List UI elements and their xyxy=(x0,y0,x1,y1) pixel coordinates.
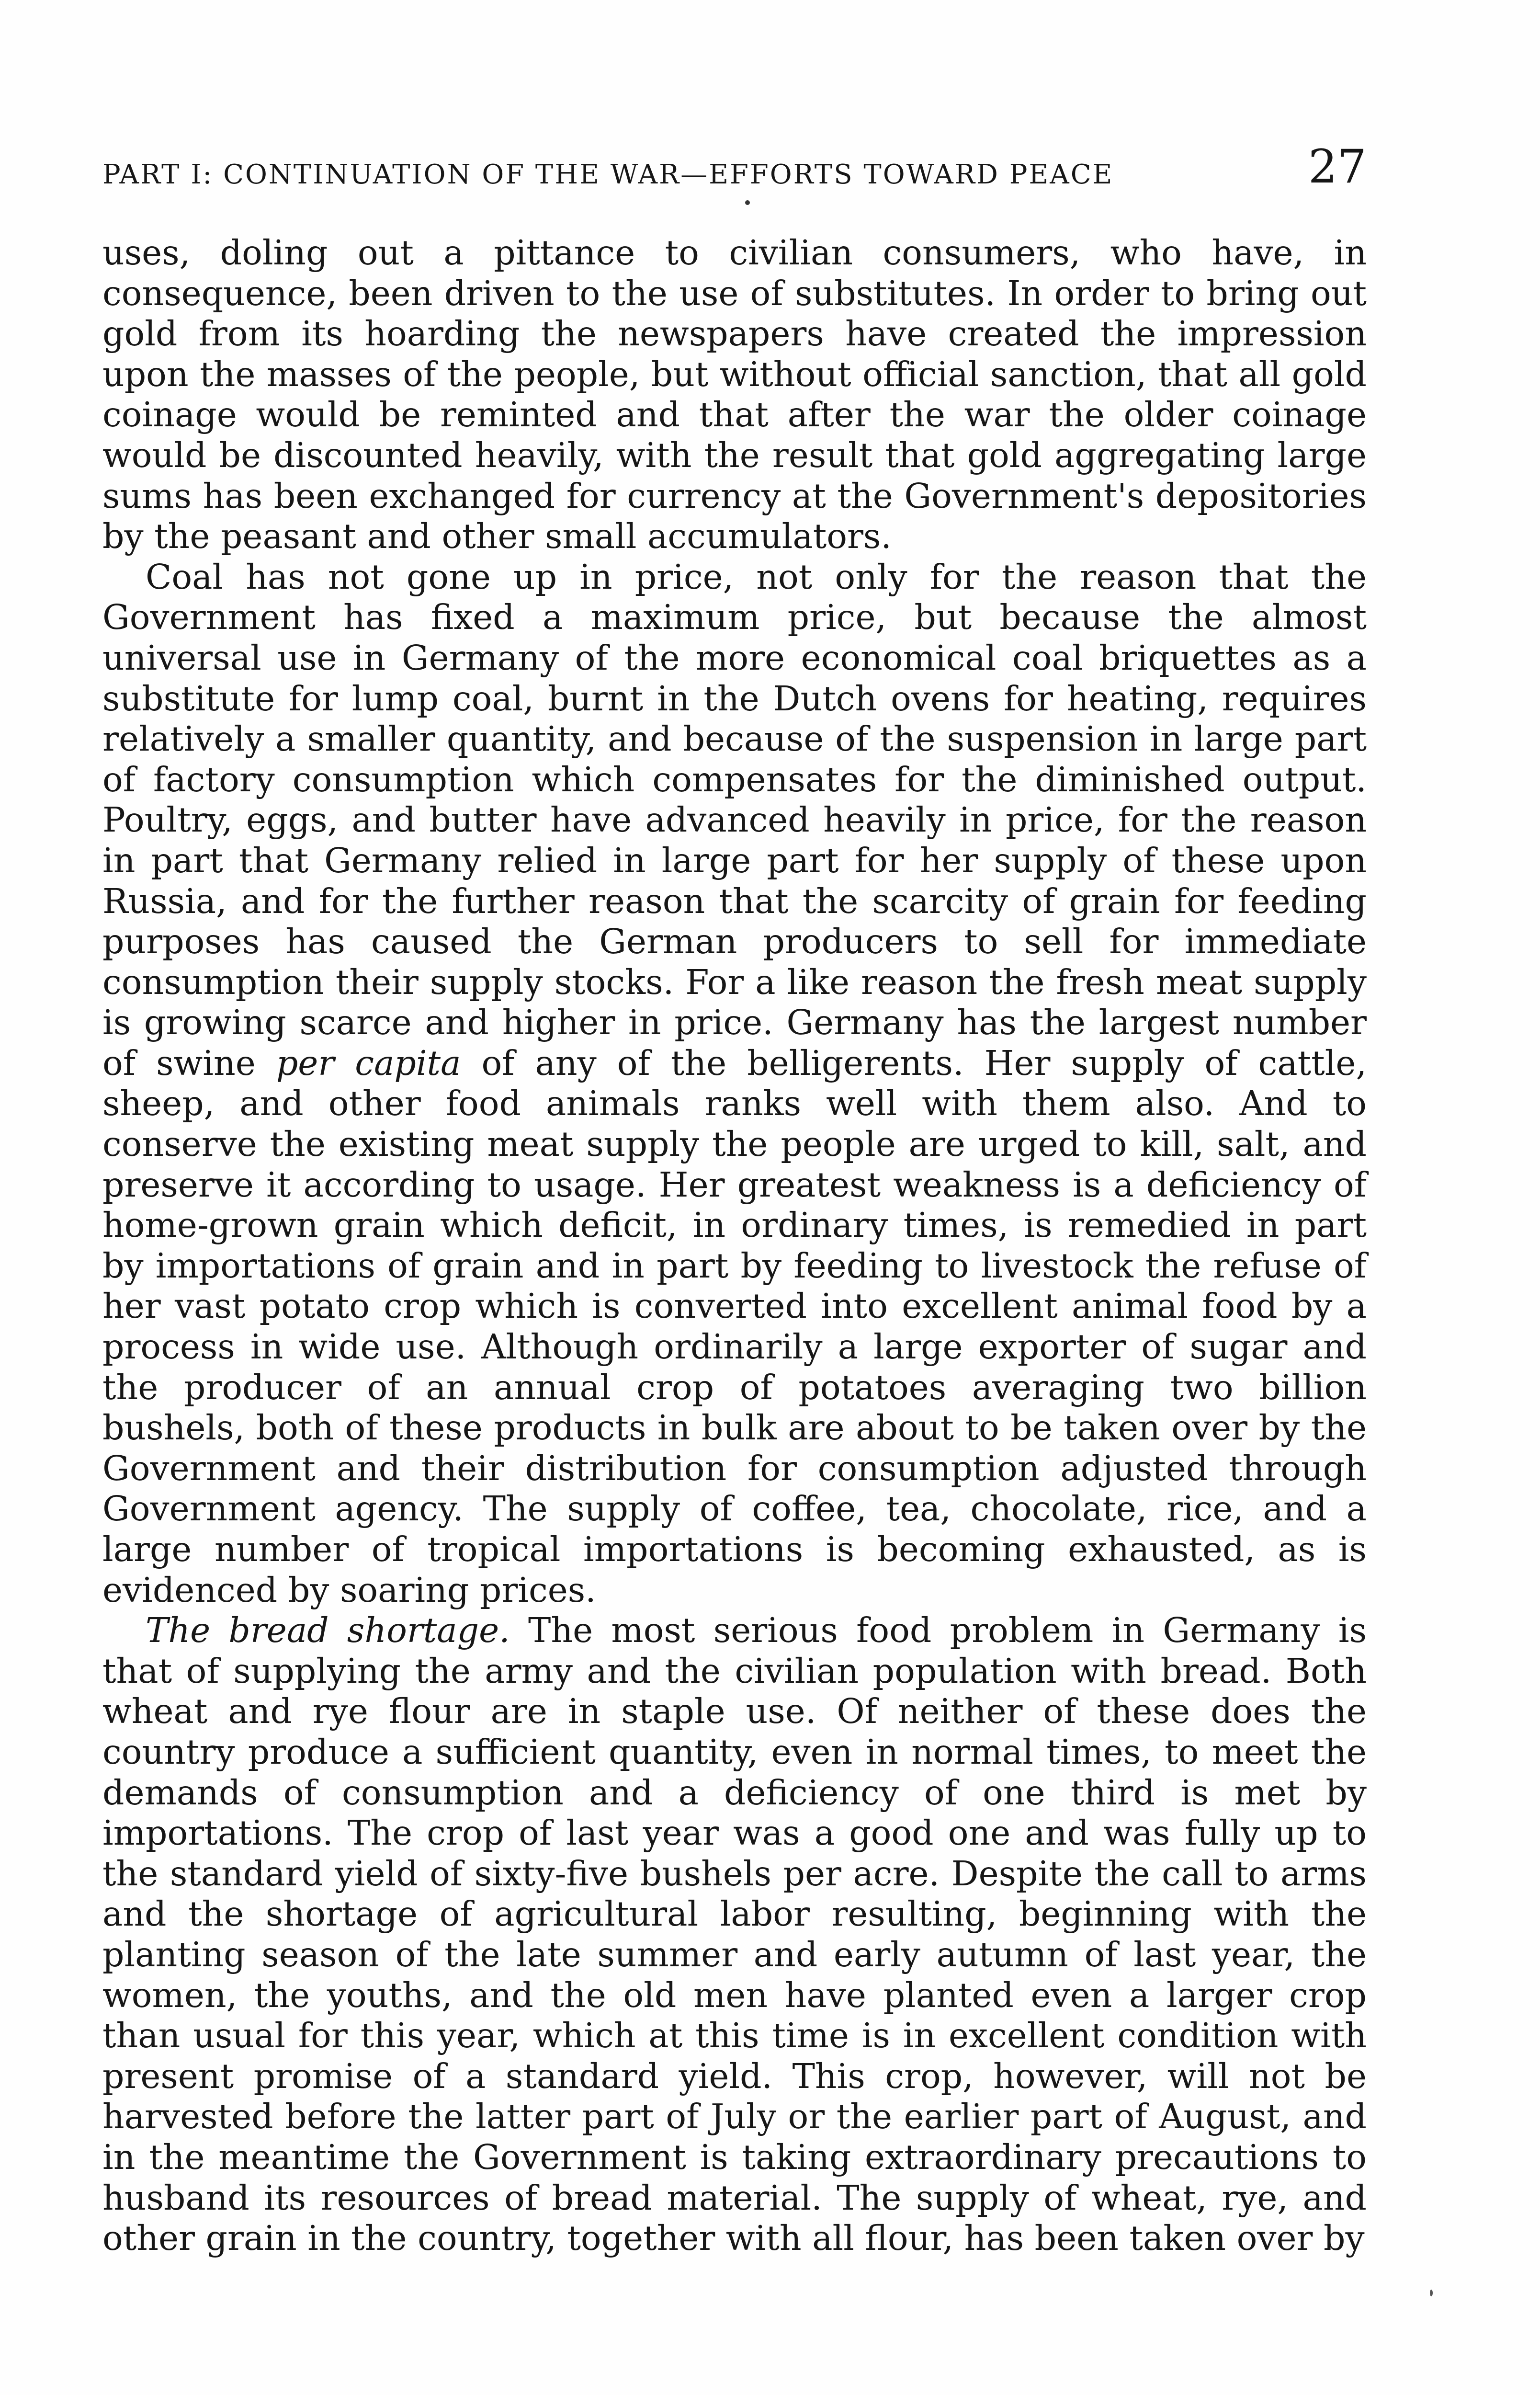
paragraph-1 xyxy=(102,233,1367,557)
paragraph-text: uses, doling out a pittance to civilian consumers, who have, in consequence, been driven to the use of substitutes. In order to bring out gold from its hoarding the newspapers have created the impression upon the masses of the people, but without official sanction, that all gold coinage would be reminted and that after the war the older coinage would be discounted heavily, with the result that gold aggregating large sums has been exchanged for currency at the Government's depositories by the peasant and other small accumulators. xyxy=(102,233,1367,557)
running-head: PART I: CONTINUATION OF THE WAR—EFFORTS TOWARD PEACE xyxy=(102,159,1114,190)
paragraph-text-continued: of any of the belligerents. Her supply of cattle, sheep, and other food animals ranks well with them also. And to conserve the existing meat supply the people are urged to kill, salt, and preserve it according to usage. Her greatest weakness is a deficiency of home-grown grain which deficit, in ordinary times, is remedied in part by importations of grain and in part by feeding to livestock the refuse of her vast potato crop which is converted into excellent animal food by a process in wide use. Although ordinarily a large exporter of sugar and the producer of an annual crop of potatoes averaging two billion bushels, both of these products in bulk are about to be taken over by the Government and their distribution for consumption adjusted through Government agency. The supply of coffee, tea, chocolate, rice, and a large number of tropical importations is becoming exhausted, as is evidenced by soaring prices. xyxy=(102,1043,1367,1610)
printer-speck xyxy=(1430,2290,1433,2296)
paragraph-3 xyxy=(102,1610,1367,2259)
paragraph-lead-in: The bread shortage. xyxy=(146,1610,510,1651)
page-number: 27 xyxy=(1308,140,1367,194)
page-header xyxy=(102,140,1367,196)
paragraph-2 xyxy=(102,557,1367,1610)
printer-speck xyxy=(745,200,750,205)
body-text xyxy=(102,233,1367,2259)
paragraph-text: The most serious food problem in Germany is that of supplying the army and the civilian population with bread. Both wheat and rye flour are in staple use. Of neither of these does the country produce a sufficient quantity, even in normal times, to meet the demands of consumption and a deficiency of one third is met by importations. The crop of last year was a good one and was fully up to the standard yield of sixty-five bushels per acre. Despite the call to arms and the shortage of agricultural labor resulting, beginning with the planting season of the late summer and early autumn of last year, the women, the youths, and the old men have planted even a larger crop than usual for this year, which at this time is in excellent condition with present promise of a standard yield. This crop, however, will not be harvested before the latter part of July or the earlier part of August, and in the meantime the Government is taking extraordinary precautions to husband its resources of bread material. The supply of wheat, rye, and other grain in the country, together with all flour, has been taken over by xyxy=(102,1610,1367,2258)
paragraph-text: Coal has not gone up in price, not only for the reason that the Government has fixed a maximum price, but because the almost universal use in Germany of the more economical coal briquettes as a substitute for lump coal, burnt in the Dutch ovens for heating, requires relatively a smaller quantity, and because of the suspension in large part of factory consumption which compensates for the diminished output. Poultry, eggs, and butter have advanced heavily in price, for the reason in part that Germany relied in large part for her supply of these upon Russia, and for the further reason that the scarcity of grain for feeding purposes has caused the German producers to sell for immediate consumption their supply stocks. For a like reason the fresh meat supply is growing scarce and higher in price. Germany has the largest number of swine xyxy=(102,557,1367,1083)
italic-term: per capita xyxy=(276,1043,461,1083)
